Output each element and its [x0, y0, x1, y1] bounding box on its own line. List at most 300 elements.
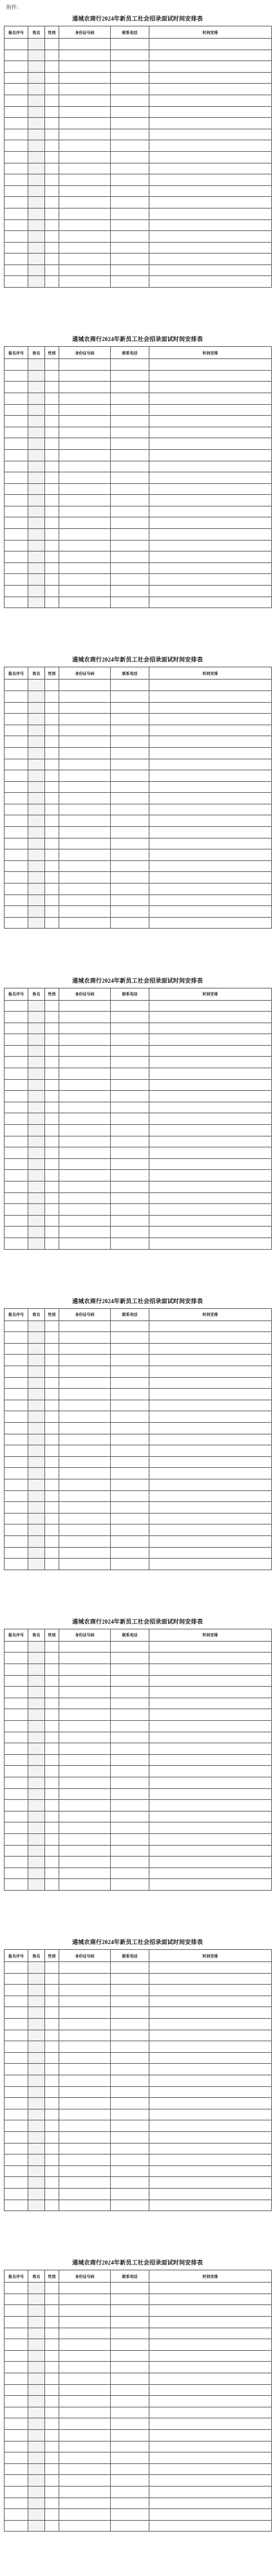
table-cell: [111, 129, 149, 140]
table-cell: [45, 906, 59, 918]
table-cell: [28, 804, 45, 815]
table-cell: [111, 917, 149, 929]
table-cell: [111, 702, 149, 714]
table-cell: [111, 276, 149, 288]
table-cell: [45, 1136, 59, 1147]
schedule-sheet: [4, 974, 271, 1250]
table-cell: [28, 1057, 45, 1068]
table-cell: [28, 551, 45, 563]
table-cell: [28, 2200, 45, 2211]
table-cell: [45, 50, 59, 61]
table-row: [5, 1833, 272, 1845]
table-cell: [59, 461, 111, 472]
table-cell: [28, 2165, 45, 2177]
table-row: [5, 1754, 272, 1766]
table-cell: [149, 461, 272, 472]
table-header-row: [5, 988, 272, 1000]
table-cell: [5, 551, 28, 563]
table-cell: [5, 1845, 28, 1857]
table-cell: [28, 1181, 45, 1193]
table-cell: [5, 39, 28, 50]
table-cell: [59, 1237, 111, 1249]
table-cell: [59, 2497, 111, 2509]
table-cell: [45, 586, 59, 597]
table-cell: [111, 1389, 149, 1400]
column-header: 性别: [45, 667, 59, 680]
table-row: [5, 2429, 272, 2441]
table-cell: [59, 1147, 111, 1159]
table-cell: [5, 1057, 28, 1068]
table-row: [5, 884, 272, 895]
table-cell: [149, 2441, 272, 2452]
table-cell: [111, 1664, 149, 1676]
table-cell: [5, 1068, 28, 1080]
table-cell: [149, 1102, 272, 1113]
table-cell: [59, 1879, 111, 1891]
column-header: 报名序号: [5, 2270, 28, 2283]
table-cell: [45, 1023, 59, 1034]
table-cell: [45, 1857, 59, 1868]
table-row: [5, 2509, 272, 2521]
table-cell: [5, 2052, 28, 2064]
table-cell: [149, 1962, 272, 1974]
table-cell: [149, 1012, 272, 1023]
table-cell: [111, 894, 149, 906]
table-cell: [5, 129, 28, 140]
table-cell: [28, 736, 45, 748]
table-cell: [59, 1411, 111, 1423]
table-cell: [45, 1456, 59, 1468]
table-cell: [59, 1867, 111, 1879]
table-cell: [111, 427, 149, 438]
table-cell: [111, 1985, 149, 1996]
table-cell: [149, 1653, 272, 1664]
table-cell: [45, 1675, 59, 1687]
table-cell: [59, 151, 111, 163]
table-cell: [45, 2407, 59, 2418]
table-row: [5, 1102, 272, 1113]
table-cell: [111, 219, 149, 231]
table-cell: [149, 815, 272, 827]
table-cell: [149, 242, 272, 254]
table-cell: [5, 2509, 28, 2521]
table-cell: [5, 1400, 28, 1411]
table-row: [5, 254, 272, 265]
table-cell: [59, 72, 111, 84]
table-cell: [111, 2407, 149, 2418]
table-cell: [111, 2396, 149, 2407]
table-cell: [59, 2177, 111, 2189]
table-cell: [59, 884, 111, 895]
table-row: [5, 416, 272, 427]
table-cell: [149, 2362, 272, 2373]
table-cell: [149, 1400, 272, 1411]
table-cell: [45, 2350, 59, 2362]
table-cell: [45, 562, 59, 574]
table-row: [5, 1366, 272, 1378]
table-cell: [149, 894, 272, 906]
column-header: 性别: [45, 1629, 59, 1641]
table-cell: [5, 163, 28, 174]
table-cell: [5, 540, 28, 551]
table-cell: [5, 1664, 28, 1676]
table-cell: [111, 872, 149, 884]
table-cell: [28, 1091, 45, 1102]
table-cell: [45, 1445, 59, 1457]
table-cell: [45, 185, 59, 197]
table-cell: [45, 517, 59, 529]
table-cell: [5, 2497, 28, 2509]
table-cell: [45, 1479, 59, 1491]
table-cell: [59, 197, 111, 208]
table-cell: [28, 1125, 45, 1136]
table-cell: [149, 725, 272, 736]
table-row: [5, 1170, 272, 1181]
table-cell: [45, 2317, 59, 2328]
table-cell: [149, 2283, 272, 2294]
table-cell: [5, 438, 28, 450]
table-cell: [111, 208, 149, 219]
column-header: 报名序号: [5, 1950, 28, 1962]
table-cell: [149, 1641, 272, 1653]
table-cell: [45, 472, 59, 484]
table-cell: [149, 1343, 272, 1355]
table-cell: [59, 1675, 111, 1687]
table-cell: [45, 1800, 59, 1812]
column-header: 联系电话: [111, 2270, 149, 2283]
table-cell: [111, 1170, 149, 1181]
column-header: 报名序号: [5, 26, 28, 39]
table-cell: [5, 1034, 28, 1046]
table-row: [5, 1227, 272, 1238]
table-cell: [111, 2283, 149, 2294]
table-cell: [5, 2120, 28, 2132]
table-cell: [149, 1434, 272, 1445]
table-cell: [59, 849, 111, 861]
table-row: [5, 2520, 272, 2532]
table-row: [5, 1721, 272, 1732]
table-cell: [59, 106, 111, 118]
table-cell: [28, 872, 45, 884]
table-cell: [111, 1721, 149, 1732]
table-cell: [111, 1023, 149, 1034]
table-cell: [45, 2520, 59, 2532]
table-cell: [28, 427, 45, 438]
table-cell: [45, 2283, 59, 2294]
table-header-row: [5, 26, 272, 39]
table-cell: [45, 1996, 59, 2007]
table-cell: [28, 472, 45, 484]
table-row: [5, 1125, 272, 1136]
column-header: 联系电话: [111, 1308, 149, 1320]
table-cell: [45, 1332, 59, 1344]
table-cell: [5, 1766, 28, 1777]
table-cell: [149, 759, 272, 770]
table-cell: [5, 2463, 28, 2475]
table-cell: [28, 1468, 45, 1479]
table-cell: [28, 1215, 45, 1227]
table-cell: [111, 163, 149, 174]
table-row: [5, 860, 272, 872]
table-cell: [59, 827, 111, 839]
table-cell: [149, 574, 272, 586]
table-cell: [28, 1800, 45, 1812]
table-row: [5, 917, 272, 929]
table-cell: [111, 804, 149, 815]
table-cell: [149, 2293, 272, 2305]
table-cell: [111, 1788, 149, 1800]
schedule-table: [4, 1949, 272, 2211]
table-cell: [5, 894, 28, 906]
table-row: [5, 1845, 272, 1857]
table-cell: [28, 382, 45, 393]
table-cell: [28, 393, 45, 404]
table-cell: [59, 2362, 111, 2373]
table-cell: [45, 551, 59, 563]
table-cell: [45, 1698, 59, 1709]
table-cell: [149, 2154, 272, 2166]
table-cell: [45, 529, 59, 541]
table-cell: [59, 804, 111, 815]
table-cell: [111, 1754, 149, 1766]
column-header: 性别: [45, 347, 59, 359]
table-cell: [45, 725, 59, 736]
table-row: [5, 1867, 272, 1879]
table-cell: [59, 2154, 111, 2166]
table-cell: [28, 2154, 45, 2166]
table-cell: [59, 2305, 111, 2317]
table-cell: [45, 1822, 59, 1834]
table-cell: [45, 1237, 59, 1249]
schedule-sheet: [4, 2256, 271, 2532]
table-cell: [149, 2098, 272, 2109]
table-row: [5, 906, 272, 918]
table-cell: [45, 2328, 59, 2339]
table-cell: [5, 1513, 28, 1524]
table-cell: [111, 1181, 149, 1193]
table-cell: [28, 781, 45, 793]
table-cell: [5, 2520, 28, 2532]
table-cell: [111, 95, 149, 106]
table-row: [5, 1743, 272, 1755]
column-header: 报名序号: [5, 1308, 28, 1320]
table-cell: [28, 1411, 45, 1423]
table-cell: [45, 2019, 59, 2030]
table-cell: [45, 129, 59, 140]
table-cell: [111, 1434, 149, 1445]
table-cell: [59, 1034, 111, 1046]
table-cell: [111, 1377, 149, 1389]
table-cell: [28, 2041, 45, 2053]
table-cell: [28, 894, 45, 906]
column-header: 报名序号: [5, 667, 28, 680]
table-cell: [149, 1170, 272, 1181]
table-row: [5, 586, 272, 597]
table-cell: [111, 2200, 149, 2211]
table-cell: [28, 1535, 45, 1547]
table-cell: [111, 2350, 149, 2362]
table-cell: [5, 2407, 28, 2418]
table-cell: [28, 2475, 45, 2487]
sheet-title: 通城农商行2024年新员工社会招录面试时间安排表: [72, 336, 203, 343]
table-cell: [5, 1434, 28, 1445]
table-cell: [111, 2075, 149, 2086]
table-cell: [59, 517, 111, 529]
table-cell: [45, 2475, 59, 2487]
table-row: [5, 2339, 272, 2351]
table-cell: [59, 1547, 111, 1559]
table-cell: [28, 1857, 45, 1868]
table-cell: [45, 2305, 59, 2317]
table-cell: [45, 849, 59, 861]
table-cell: [5, 359, 28, 371]
table-cell: [45, 1641, 59, 1653]
table-cell: [111, 2429, 149, 2441]
table-cell: [59, 370, 111, 382]
column-header: 联系电话: [111, 1629, 149, 1641]
table-cell: [59, 872, 111, 884]
table-cell: [5, 1879, 28, 1891]
table-row: [5, 1490, 272, 1502]
table-cell: [45, 1215, 59, 1227]
column-header: 姓名: [28, 26, 45, 39]
table-cell: [5, 1822, 28, 1834]
table-cell: [59, 1732, 111, 1743]
table-cell: [59, 163, 111, 174]
table-cell: [45, 884, 59, 895]
table-cell: [59, 680, 111, 691]
column-header: 姓名: [28, 667, 45, 680]
table-row: [5, 1732, 272, 1743]
table-row: [5, 1800, 272, 1812]
table-cell: [28, 2007, 45, 2019]
table-cell: [5, 1023, 28, 1034]
table-cell: [5, 906, 28, 918]
table-cell: [149, 562, 272, 574]
table-cell: [149, 2177, 272, 2189]
table-cell: [149, 2407, 272, 2418]
table-cell: [28, 1113, 45, 1125]
table-cell: [45, 2188, 59, 2200]
schedule-sheet: [4, 653, 271, 929]
table-cell: [111, 506, 149, 517]
table-cell: [59, 50, 111, 61]
table-cell: [59, 1709, 111, 1721]
table-row: [5, 438, 272, 450]
table-row: [5, 427, 272, 438]
table-cell: [45, 1743, 59, 1755]
table-cell: [149, 174, 272, 186]
table-cell: [59, 1502, 111, 1514]
table-cell: [59, 1490, 111, 1502]
table-cell: [45, 1068, 59, 1080]
table-row: [5, 1147, 272, 1159]
table-cell: [149, 276, 272, 288]
table-cell: [28, 2497, 45, 2509]
table-cell: [45, 1732, 59, 1743]
table-row: [5, 84, 272, 95]
table-cell: [59, 1227, 111, 1238]
table-cell: [28, 2177, 45, 2189]
table-cell: [28, 1423, 45, 1434]
table-cell: [28, 1355, 45, 1366]
table-cell: [59, 1192, 111, 1204]
table-cell: [5, 483, 28, 495]
table-row: [5, 838, 272, 849]
table-cell: [5, 2362, 28, 2373]
table-cell: [45, 2109, 59, 2120]
table-cell: [59, 2328, 111, 2339]
table-cell: [149, 2520, 272, 2532]
table-row: [5, 1822, 272, 1834]
table-cell: [149, 1547, 272, 1559]
table-cell: [149, 2509, 272, 2521]
table-cell: [45, 1490, 59, 1502]
table-cell: [149, 1389, 272, 1400]
table-cell: [111, 2339, 149, 2351]
table-cell: [28, 61, 45, 73]
table-cell: [59, 725, 111, 736]
table-cell: [59, 2509, 111, 2521]
table-cell: [59, 702, 111, 714]
column-header: 时间安排: [149, 1308, 272, 1320]
table-row: [5, 2154, 272, 2166]
table-cell: [28, 1777, 45, 1789]
table-cell: [59, 2339, 111, 2351]
table-cell: [5, 2396, 28, 2407]
table-cell: [111, 2007, 149, 2019]
table-cell: [5, 574, 28, 586]
table-cell: [59, 1985, 111, 1996]
table-cell: [111, 1237, 149, 1249]
table-cell: [28, 2086, 45, 2098]
table-row: [5, 2497, 272, 2509]
table-cell: [111, 1102, 149, 1113]
table-cell: [149, 106, 272, 118]
table-cell: [45, 1468, 59, 1479]
table-cell: [59, 208, 111, 219]
column-header: 时间安排: [149, 1629, 272, 1641]
table-cell: [45, 1411, 59, 1423]
table-cell: [111, 849, 149, 861]
table-cell: [59, 894, 111, 906]
table-cell: [111, 2475, 149, 2487]
table-cell: [111, 714, 149, 725]
table-cell: [5, 1833, 28, 1845]
table-cell: [59, 359, 111, 371]
table-row: [5, 1811, 272, 1822]
table-cell: [28, 1389, 45, 1400]
table-cell: [59, 2452, 111, 2464]
table-cell: [111, 1068, 149, 1080]
table-row: [5, 1389, 272, 1400]
table-cell: [59, 449, 111, 461]
table-cell: [45, 540, 59, 551]
column-header: 联系电话: [111, 347, 149, 359]
table-cell: [149, 540, 272, 551]
table-row: [5, 2086, 272, 2098]
table-cell: [28, 140, 45, 152]
table-cell: [111, 860, 149, 872]
table-cell: [149, 1800, 272, 1812]
table-cell: [5, 1468, 28, 1479]
table-cell: [45, 2452, 59, 2464]
table-cell: [28, 770, 45, 782]
column-header: 姓名: [28, 988, 45, 1000]
sheet-title: 通城农商行2024年新员工社会招录面试时间安排表: [72, 2259, 203, 2266]
table-cell: [45, 72, 59, 84]
table-cell: [45, 2165, 59, 2177]
